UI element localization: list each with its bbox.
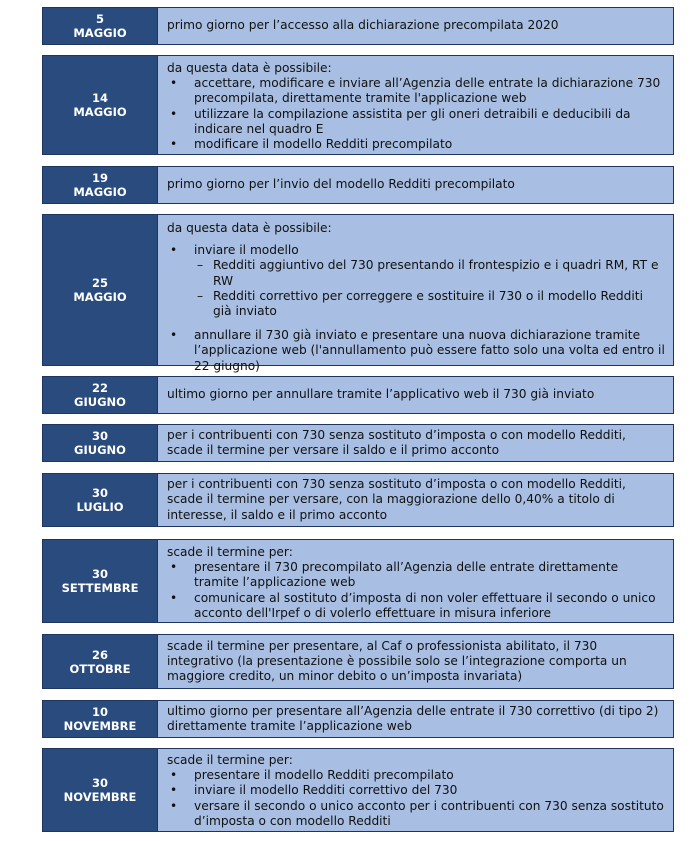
deadline-row	[42, 748, 674, 832]
bullet-item: • comunicare al sostituto d’imposta di non voler effettuare il secondo o unico acconto dell'Irpef o di volerlo effettuare in misura inferiore	[167, 591, 665, 621]
date-day: 30	[91, 486, 108, 500]
bullet-list	[167, 560, 665, 621]
date-day: 26	[91, 647, 108, 662]
description-text: primo giorno per l’accesso alla dichiarazione precompilata 2020	[167, 18, 559, 33]
date-day: 30	[91, 776, 108, 790]
bullet-list	[167, 768, 665, 829]
description-intro: da questa data è possibile:	[167, 221, 332, 235]
bullet-item	[167, 243, 665, 319]
date-month: LUGLIO	[76, 500, 124, 514]
deadline-row	[42, 7, 674, 45]
deadline-description	[158, 540, 673, 622]
date-day: 22	[91, 381, 108, 395]
date-month: MAGGIO	[73, 105, 127, 119]
date-month: NOVEMBRE	[63, 719, 137, 733]
deadline-description	[158, 215, 673, 373]
deadline-description	[158, 701, 673, 737]
date-day: 30	[91, 567, 108, 581]
deadline-row	[42, 700, 674, 738]
description-intro: scade il termine per:	[167, 753, 293, 767]
description-text: ultimo giorno per annullare tramite l’applicativo web il 730 già inviato	[167, 387, 595, 402]
deadline-row	[42, 539, 674, 623]
bullet-list	[167, 76, 665, 152]
date-month: NOVEMBRE	[63, 790, 137, 804]
description-intro: scade il termine per:	[167, 545, 293, 559]
date-day: 5	[95, 12, 104, 26]
deadline-description	[158, 56, 673, 154]
deadline-row	[42, 55, 674, 155]
date-day: 30	[91, 429, 108, 443]
bullet-item: • presentare il modello Redditi precompilato	[167, 768, 665, 783]
bullet-text: inviare il modello	[194, 243, 299, 258]
deadline-row	[42, 473, 674, 527]
deadline-description	[158, 425, 673, 461]
description-text: scade il termine per presentare, al Caf o professionista abilitato, il 730 integrativo (la presentazione è possibile solo se l’integrazione comporta un maggiore credito, un minor debito o un’imposta invariata)	[167, 638, 627, 684]
bullet-item: • annullare il 730 già inviato e presentare una nuova dichiarazione tramite l’applicazione web (l'annullamento può essere fatto solo una volta ed entro il 22 giugno)	[167, 328, 665, 374]
date-month: MAGGIO	[73, 290, 127, 304]
sub-item: – Redditi correttivo per correggere e sostituire il 730 o il modello Redditi già inviato	[194, 289, 665, 319]
description-text: primo giorno per l’invio del modello Redditi precompilato	[167, 177, 515, 192]
date-month: MAGGIO	[73, 26, 127, 40]
sub-list	[194, 258, 665, 319]
date-day: 25	[91, 276, 108, 290]
deadline-description	[158, 474, 673, 526]
description-text: ultimo giorno per presentare all’Agenzia delle entrate il 730 correttivo (di tipo 2) direttamente tramite l’applicazione web	[167, 703, 659, 733]
deadline-description	[158, 749, 673, 831]
date-month: SETTEMBRE	[61, 581, 139, 595]
description-text: per i contribuenti con 730 senza sostituto d’imposta o con modello Redditi, scade il termine per versare, con la maggiorazione dello 0,40% a titolo di interesse, il saldo e il primo acconto	[167, 477, 626, 522]
description-intro: da questa data è possibile:	[167, 61, 332, 75]
deadline-date	[43, 425, 158, 461]
bullet-item: • inviare il modello Redditi correttivo del 730	[167, 783, 665, 798]
bullet-item: • utilizzare la compilazione assistita per gli oneri detraibili e deducibili da indicare nel quadro E	[167, 107, 665, 137]
deadline-date	[43, 635, 158, 688]
deadline-date	[43, 8, 158, 44]
deadline-description	[158, 377, 673, 413]
deadline-date	[43, 540, 158, 622]
deadline-date	[43, 701, 158, 737]
deadline-description	[158, 635, 673, 688]
bullet-item: • accettare, modificare e inviare all’Agenzia delle entrate la dichiarazione 730 precompilata, direttamente tramite l'applicazione web	[167, 76, 665, 106]
date-month: GIUGNO	[74, 443, 126, 457]
date-day: 10	[91, 705, 108, 719]
bullet-item: • versare il secondo o unico acconto per i contribuenti con 730 senza sostituto d’imposta o con modello Redditi	[167, 799, 665, 829]
bullet-item: • modificare il modello Redditi precompilato	[167, 137, 665, 152]
deadline-row	[42, 214, 674, 373]
deadline-description	[158, 8, 673, 44]
date-day: 19	[91, 171, 108, 185]
date-month: MAGGIO	[73, 185, 127, 199]
deadline-date	[43, 377, 158, 413]
deadline-date	[43, 56, 158, 154]
deadline-description	[158, 167, 673, 203]
sub-item: – Redditi aggiuntivo del 730 presentando il frontespizio e i quadri RM, RT e RW	[194, 258, 665, 288]
date-month: OTTOBRE	[69, 661, 131, 676]
description-text: per i contribuenti con 730 senza sostituto d’imposta o con modello Redditi, scade il termine per versare il saldo e il primo acconto	[167, 427, 626, 457]
deadline-date	[43, 215, 158, 365]
deadline-row	[42, 424, 674, 462]
bullet-list	[167, 243, 665, 374]
deadline-date	[43, 167, 158, 203]
deadline-date	[43, 749, 158, 831]
deadline-row	[42, 166, 674, 204]
date-day: 14	[91, 91, 108, 105]
deadline-row	[42, 634, 674, 689]
deadline-date	[43, 474, 158, 526]
date-month: GIUGNO	[74, 395, 126, 409]
deadline-row	[42, 376, 674, 414]
bullet-item: • presentare il 730 precompilato all’Agenzia delle entrate direttamente tramite l’applicazione web	[167, 560, 665, 590]
